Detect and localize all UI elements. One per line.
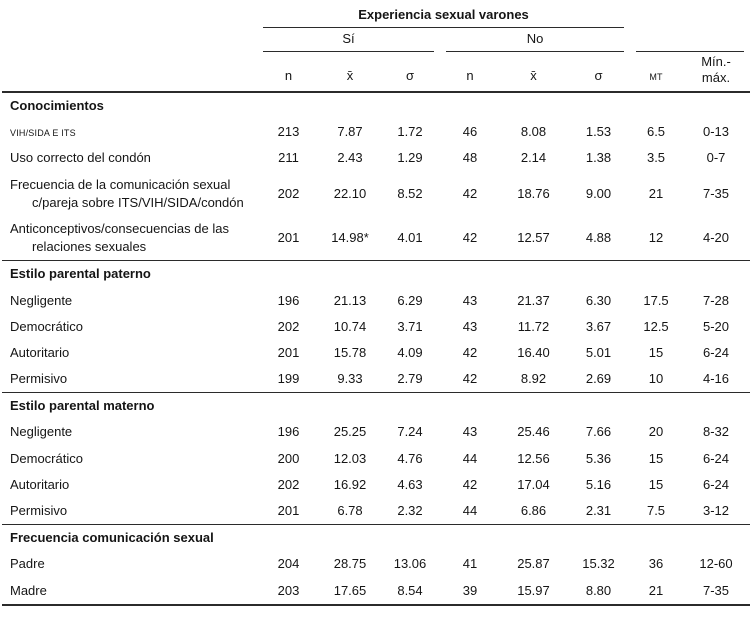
row-label-cell [2, 366, 257, 393]
cell-value: 2.14 [520, 150, 547, 166]
row-label-cell [2, 446, 257, 472]
spacer-cell [2, 53, 257, 92]
cell-value: 46 [462, 124, 478, 140]
cell-value: 15.97 [517, 582, 550, 598]
cell-value: 6-24 [703, 344, 730, 360]
cell-value: 203 [277, 582, 300, 598]
cell-value: 12.56 [517, 450, 550, 466]
cell-value: 18.76 [517, 185, 550, 201]
cell-value: 4-20 [703, 230, 730, 246]
cell-value: 196 [277, 292, 300, 308]
minmax-line2: máx. [701, 69, 731, 85]
cell-value: 16.40 [517, 344, 550, 360]
cell-value: 12-60 [699, 556, 733, 572]
section-header-row [2, 92, 750, 119]
cell-value: 3.71 [397, 318, 423, 334]
cell-value: 1.29 [397, 150, 423, 166]
table-row [2, 314, 750, 340]
cell-value: 3.67 [585, 318, 612, 334]
column-header-row [2, 53, 750, 92]
cell-value: 201 [277, 503, 300, 519]
cell-value: 41 [462, 556, 478, 572]
cell-value: 21.37 [517, 292, 550, 308]
cell-value: 4.09 [397, 344, 423, 360]
cell-value: 9.00 [585, 185, 612, 201]
group-no-cell [440, 29, 630, 53]
cell-value: 42 [462, 476, 478, 492]
group-yes-label: Sí [263, 30, 434, 52]
cell-value: 25.46 [517, 424, 550, 440]
row-label-cell [2, 419, 257, 445]
row-label: Padre [10, 556, 45, 572]
row-label-cell [2, 498, 257, 525]
row-label: Autoritario [10, 476, 70, 492]
cell-value: 2.43 [337, 150, 363, 166]
table-row [2, 340, 750, 366]
col-header-sd-no: σ [567, 53, 630, 92]
cell-value: 201 [277, 230, 300, 246]
cell-value: 4.01 [397, 230, 423, 246]
table-row [2, 446, 750, 472]
row-label: Autoritario [10, 344, 70, 360]
cell-value: 17.5 [643, 292, 669, 308]
cell-value: 15.32 [582, 556, 615, 572]
cell-value: 12.5 [643, 318, 669, 334]
cell-value: 3-12 [703, 503, 730, 519]
row-label-cell [2, 288, 257, 314]
right-columns-rule [636, 30, 744, 52]
table-title: Experiencia sexual varones [263, 6, 624, 28]
cell-value: 43 [462, 318, 478, 334]
row-label: Democrático [10, 318, 83, 334]
cell-value: 7.66 [585, 424, 612, 440]
cell-value: 1.53 [585, 124, 612, 140]
col-header-sd-yes: σ [380, 53, 440, 92]
table-row [2, 172, 750, 216]
table-row [2, 498, 750, 525]
cell-value: 202 [277, 185, 300, 201]
cell-value: 3.5 [646, 150, 666, 166]
cell-value: 5.16 [585, 476, 612, 492]
col-header-mean-no: x̄ [500, 53, 567, 92]
cell-value: 11.72 [517, 318, 550, 334]
cell-value: 8.92 [520, 371, 547, 387]
cell-value: 7-35 [703, 185, 730, 201]
cell-value: 44 [462, 503, 478, 519]
cell-value: 44 [462, 450, 478, 466]
cell-value: 4.88 [585, 230, 612, 246]
cell-value: 6.5 [646, 124, 666, 140]
row-label: Frecuencia de la comunicación sexual c/pareja sobre ITS/VIH/SIDA/condón [10, 176, 244, 210]
minmax-line1: Mín.- [701, 54, 731, 70]
cell-value: 25.87 [517, 556, 550, 572]
cell-value: 200 [277, 450, 300, 466]
subgroup-header-row [2, 29, 750, 53]
row-label-cell [2, 578, 257, 605]
row-label-cell [2, 340, 257, 366]
section-header-row [2, 525, 750, 552]
cell-value: 42 [462, 371, 478, 387]
section-title: Conocimientos [10, 98, 104, 114]
row-label: Uso correcto del condón [10, 150, 151, 166]
cell-value: 2.79 [397, 371, 423, 387]
cell-value: 12.57 [517, 230, 550, 246]
row-label-cell [2, 472, 257, 498]
cell-value: 204 [277, 556, 300, 572]
cell-value: 213 [277, 124, 300, 140]
cell-value: 6.78 [337, 503, 363, 519]
cell-value: 21.13 [333, 292, 367, 308]
cell-value: 2.32 [397, 503, 423, 519]
row-label: Democrático [10, 450, 83, 466]
row-label: VIH/SIDA e ITS [10, 124, 76, 140]
table-row [2, 419, 750, 445]
cell-value: 15 [648, 450, 664, 466]
group-yes-cell [257, 29, 440, 53]
group-header-row [2, 5, 750, 29]
cell-value: 20 [648, 424, 664, 440]
table-row [2, 145, 750, 171]
cell-value: 0-13 [703, 124, 730, 140]
cell-value: 8.52 [397, 185, 423, 201]
cell-value: 6.29 [397, 292, 423, 308]
row-label: Negligente [10, 424, 73, 440]
cell-value: 6.30 [585, 292, 612, 308]
cell-value: 196 [277, 424, 300, 440]
row-label-cell [2, 551, 257, 577]
cell-value: 202 [277, 318, 300, 334]
cell-value: 5-20 [703, 318, 730, 334]
table-row [2, 551, 750, 577]
row-label: Madre [10, 582, 47, 598]
cell-value: 8.08 [520, 124, 547, 140]
cell-value: 7-28 [703, 292, 730, 308]
col-header-mean-yes: x̄ [320, 53, 380, 92]
cell-value: 42 [462, 230, 478, 246]
row-label-cell [2, 216, 257, 261]
table-body [2, 92, 750, 605]
cell-value: 2.69 [585, 371, 612, 387]
cell-value: 48 [462, 150, 478, 166]
cell-value: 22.10 [333, 185, 367, 201]
cell-value: 7-35 [703, 582, 730, 598]
row-label-cell [2, 172, 257, 216]
statistics-table [2, 5, 750, 606]
cell-value: 7.87 [337, 124, 363, 140]
row-label-cell [2, 119, 257, 145]
cell-value: 5.01 [585, 344, 612, 360]
cell-value: 8-32 [703, 424, 730, 440]
table-row [2, 288, 750, 314]
cell-value: 1.72 [397, 124, 423, 140]
group-header-cell [257, 5, 630, 29]
cell-value: 21 [648, 582, 664, 598]
cell-value: 5.36 [585, 450, 612, 466]
section-title: Estilo parental materno [2, 393, 750, 420]
cell-value: 42 [462, 185, 478, 201]
row-label: Negligente [10, 292, 73, 308]
cell-value: 16.92 [333, 476, 367, 492]
cell-value: 6.86 [520, 503, 547, 519]
table-row [2, 472, 750, 498]
cell-value: 42 [462, 344, 478, 360]
cell-value: 202 [277, 476, 300, 492]
group-no-label: No [446, 30, 624, 52]
row-label: Anticonceptivos/consecuencias de las relaciones sexuales [10, 220, 229, 255]
cell-value: 15 [648, 476, 664, 492]
row-label: Permisivo [10, 371, 68, 387]
cell-value: 4.76 [397, 450, 423, 466]
cell-value: 201 [277, 344, 300, 360]
cell-value: 7.24 [397, 424, 423, 440]
section-header-row [2, 393, 750, 420]
cell-value: 10.74 [333, 318, 367, 334]
section-header-row [2, 261, 750, 288]
spacer-cell [2, 5, 257, 29]
table-row [2, 216, 750, 261]
table-row [2, 119, 750, 145]
cell-value: 17.04 [517, 476, 550, 492]
cell-value: 211 [278, 150, 299, 166]
cell-value: 15.78 [333, 344, 367, 360]
row-label: Permisivo [10, 503, 68, 519]
cell-value: 10 [648, 371, 664, 387]
section-title: Frecuencia comunicación sexual [2, 525, 750, 552]
cell-value: 39 [462, 582, 478, 598]
cell-value: 12.03 [333, 450, 367, 466]
cell-value: 8.54 [397, 582, 423, 598]
cell-value: 1.38 [585, 150, 612, 166]
cell-value: 25.25 [333, 424, 367, 440]
cell-value: 7.5 [646, 503, 666, 519]
cell-value: 199 [277, 371, 300, 387]
cell-value: 14.98* [331, 230, 369, 246]
row-label-cell [2, 145, 257, 171]
table-row [2, 578, 750, 605]
cell-value: 36 [648, 556, 664, 572]
right-columns-cell [630, 29, 750, 53]
cell-value: 0-7 [706, 150, 726, 166]
table-row [2, 366, 750, 393]
cell-value: 17.65 [333, 582, 367, 598]
col-header-n-yes: n [257, 53, 320, 92]
cell-value: 13.06 [393, 556, 427, 572]
col-header-n-no: n [440, 53, 500, 92]
cell-value: 2.31 [585, 503, 612, 519]
cell-value: 43 [462, 292, 478, 308]
cell-value: 6-24 [703, 476, 730, 492]
col-header-minmax [682, 53, 750, 92]
cell-value: 15 [648, 344, 664, 360]
cell-value: 4-16 [703, 371, 730, 387]
cell-value: 12 [648, 230, 664, 246]
cell-value: 4.63 [397, 476, 423, 492]
cell-value: 8.80 [585, 582, 612, 598]
cell-value: 9.33 [337, 371, 363, 387]
cell-value: 28.75 [333, 556, 367, 572]
row-label-cell [2, 314, 257, 340]
spacer-cell [2, 29, 257, 53]
spacer-cell [630, 5, 750, 29]
cell-value: 43 [462, 424, 478, 440]
col-header-mt: MT [630, 53, 682, 92]
cell-value: 6-24 [703, 450, 730, 466]
section-title: Estilo parental paterno [2, 261, 750, 288]
cell-value: 21 [648, 185, 664, 201]
